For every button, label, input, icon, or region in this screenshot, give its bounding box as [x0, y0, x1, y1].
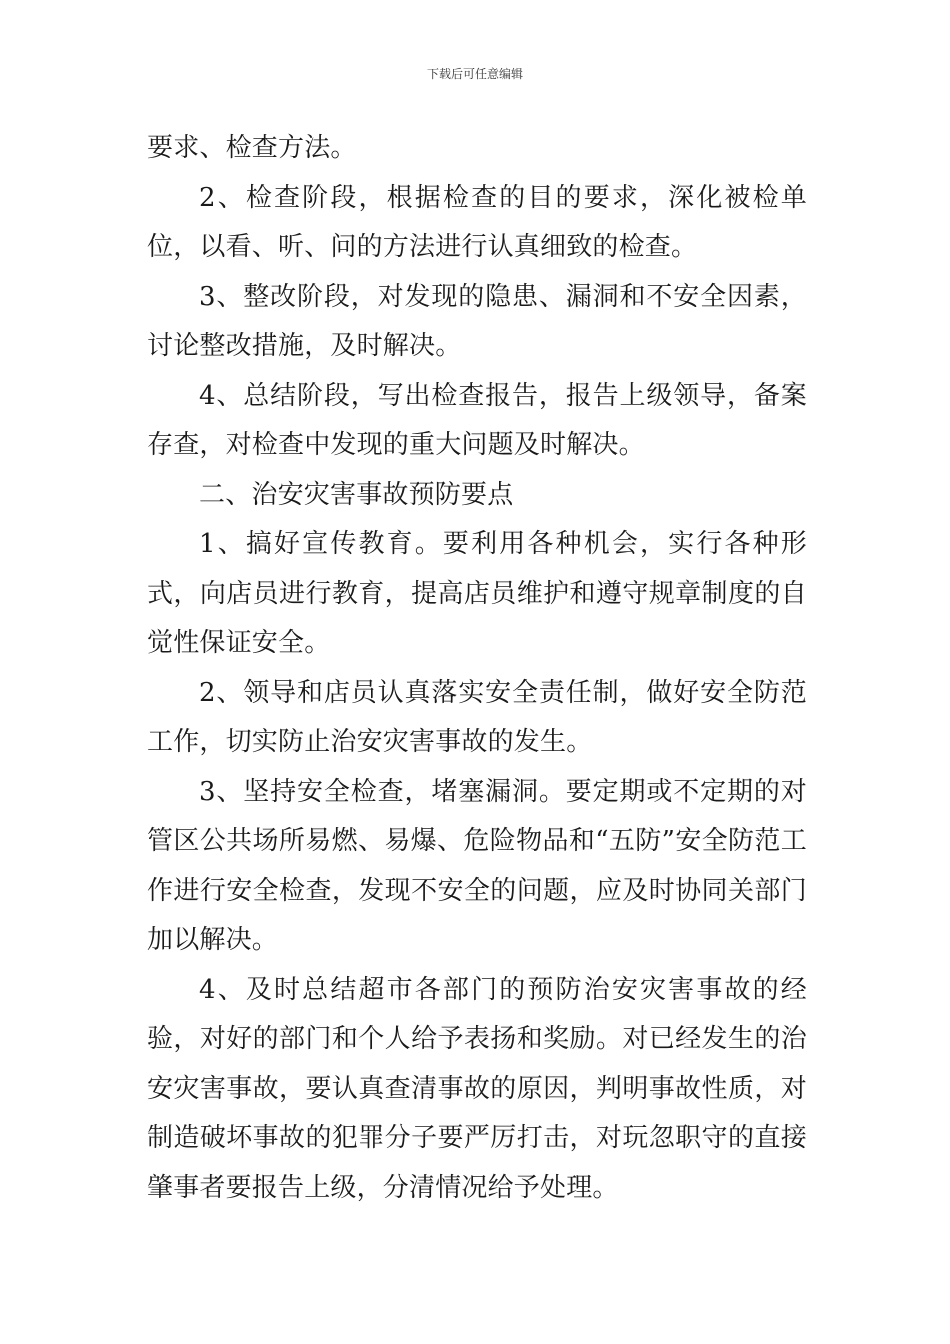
section-heading: 二、治安灾害事故预防要点 — [199, 479, 514, 510]
paragraph-inspection-stage: 2、检查阶段，根据检查的目的要求，深化被检单位，以看、听、问的方法进行认真细致的检查。 — [147, 182, 807, 262]
paragraph-rectification-stage: 3、整改阶段，对发现的隐患、漏洞和不安全因素，讨论整改措施，及时解决。 — [147, 281, 807, 361]
paragraph-continuation: 要求、检查方法。 — [147, 133, 357, 163]
document-body — [147, 124, 807, 1213]
paragraph-experience-summary: 4、及时总结超市各部门的预防治安灾害事故的经验，对好的部门和个人给予表扬和奖励。对已经发生的治安灾害事故，要认真查清事故的原因，判明事故性质，对制造破坏事故的犯罪分子要严厉打击，对玩忽职守的直接肇事者要报告上级，分清情况给予处理。 — [147, 974, 807, 1203]
paragraph-summary-stage: 4、总结阶段，写出检查报告，报告上级领导，备案存查，对检查中发现的重大问题及时解决。 — [147, 380, 807, 460]
paragraph-publicity-education: 1、搞好宣传教育。要利用各种机会，实行各种形式，向店员进行教育，提高店员维护和遵守规章制度的自觉性保证安全。 — [147, 529, 807, 658]
page-header: 下载后可任意编辑 — [426, 67, 523, 81]
paragraph-responsibility-system: 2、领导和店员认真落实安全责任制，做好安全防范工作，切实防止治安灾害事故的发生。 — [147, 677, 807, 757]
paragraph-safety-inspection: 3、坚持安全检查，堵塞漏洞。要定期或不定期的对管区公共场所易燃、易爆、危险物品和“五防”安全防范工作进行安全检查，发现不安全的问题，应及时协同关部门加以解决。 — [147, 776, 807, 955]
